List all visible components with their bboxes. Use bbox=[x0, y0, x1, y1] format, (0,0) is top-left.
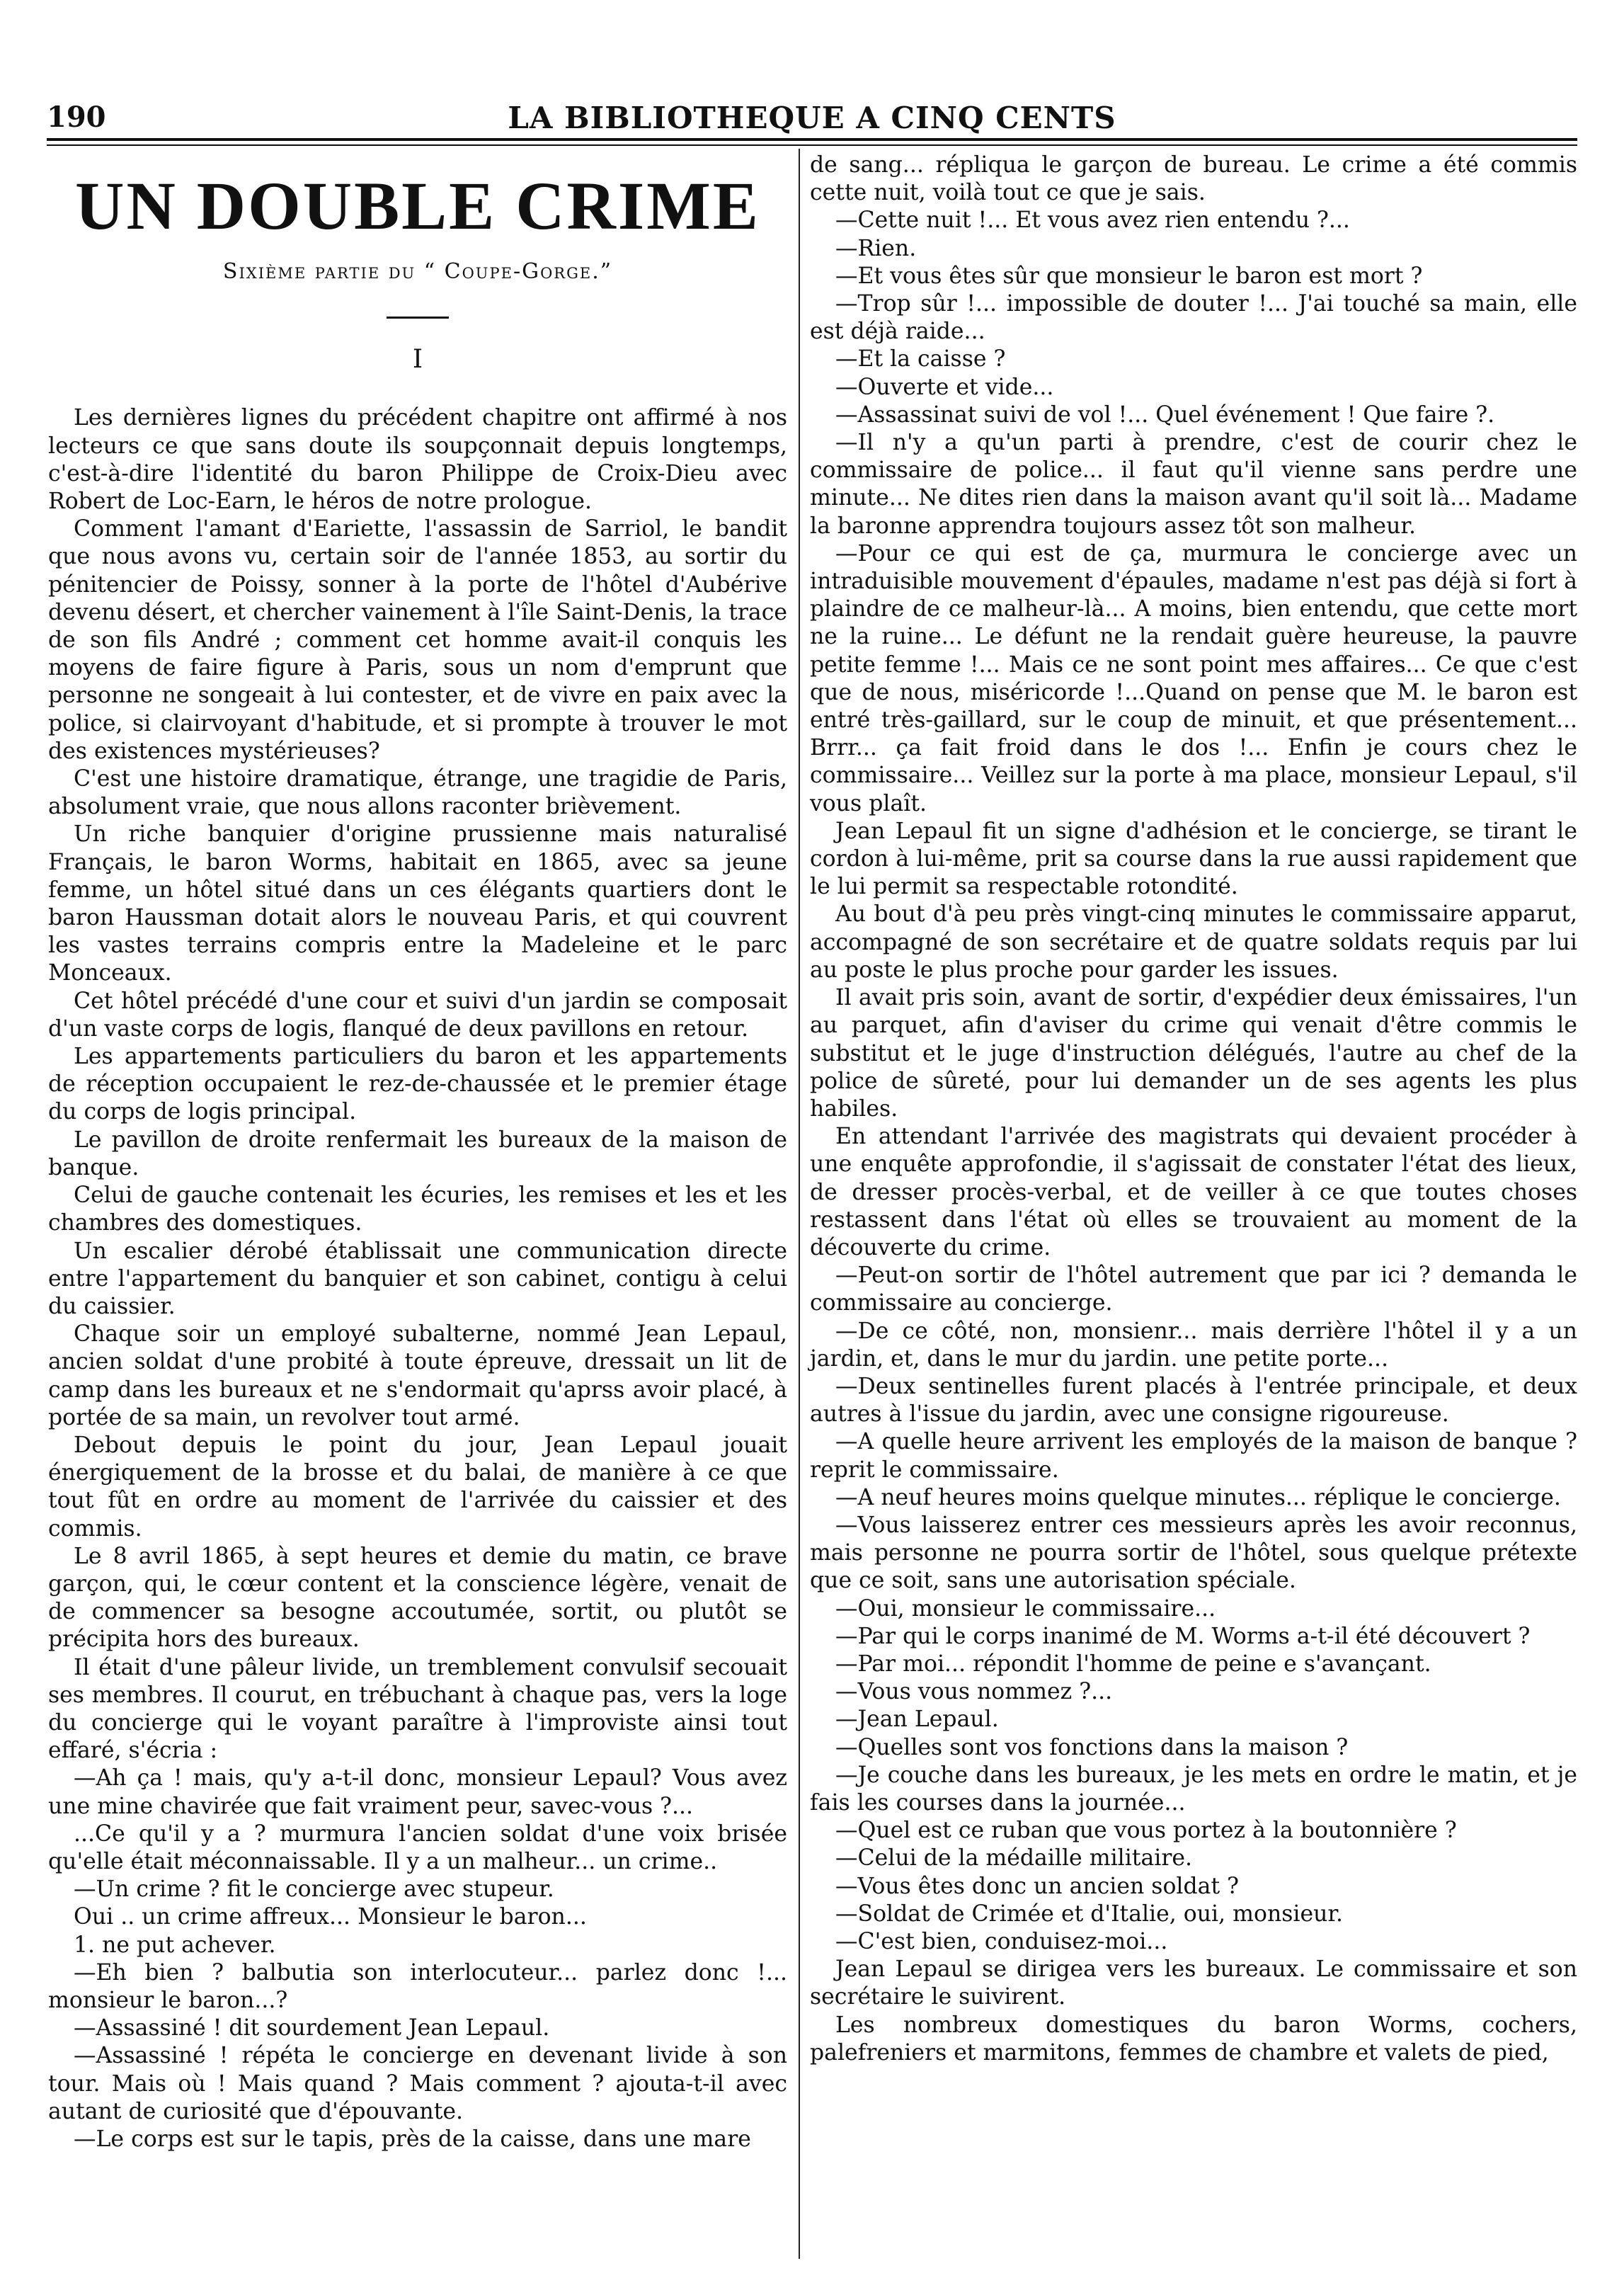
paragraph: —Vous vous nommez ?... bbox=[835, 1679, 1113, 1705]
paragraph: Comment l'amant d'Eariette, l'assassin de Sarriol, le bandit que nous avons vu, certain soir de l'année 1853, au sortir du pénitencier de Poissy, sonner à la porte de l'hôtel d'Aubérive devenu désert, et chercher vainement à l'île Saint-Denis, la trace de son fils André ; comment cet homme avait-il conquis les moyens de faire figure à Paris, sous un nom d'emprunt que personne ne songeait à lui contester, et de vivre en paix avec la police, si clairvoyant d'habitude, et si prompte à trouver le mot des existences mystérieuses? bbox=[48, 516, 787, 764]
paragraph: Il était d'une pâleur livide, un tremblement convulsif secouait ses membres. Il courut, en trébuchant à chaque pas, vers la loge du concierge qui le voyant paraître à l'improviste ainsi tout effaré, s'écria : bbox=[48, 1654, 787, 1764]
paragraph: Le pavillon de droite renfermait les bureaux de la maison de banque. bbox=[48, 1127, 787, 1180]
paragraph: C'est une histoire dramatique, étrange, une tragidie de Paris, absolument vraie, que nous allons raconter brièvement. bbox=[48, 766, 787, 820]
column-divider bbox=[799, 149, 800, 2259]
paragraph: En attendant l'arrivée des magistrats qui devaient procéder à une enquête approfondie, il s'agissait de constater l'état des lieux, de dresser procès-verbal, et de veiller à ce que toutes choses restassent dans l'état où elles se trouvaient au moment de la découverte du crime. bbox=[810, 1124, 1577, 1260]
paragraph: de sang... répliqua le garçon de bureau. Le crime a été commis cette nuit, voilà tout ce que je sais. bbox=[810, 152, 1577, 206]
paragraph: —Il n'y a qu'un parti à prendre, c'est de courir chez le commissaire de police... il faut qu'il vienne sans perdre une minute... Ne dites rien dans la maison avant qu'il soit là... Madame la baronne apprendra toujours assez tôt son malheur. bbox=[810, 430, 1577, 539]
paragraph: —Jean Lepaul. bbox=[835, 1707, 999, 1733]
paragraph: —Un crime ? fit le concierge avec stupeur. bbox=[74, 1876, 554, 1903]
header-rule-thick bbox=[47, 138, 1577, 141]
paragraph: —Cette nuit !... Et vous avez rien entendu ?... bbox=[835, 207, 1350, 234]
right-column bbox=[810, 152, 1577, 2067]
paragraph: —Et la caisse ? bbox=[835, 346, 1006, 372]
header-rule-thin bbox=[47, 144, 1577, 146]
paragraph: —Rien. bbox=[835, 235, 917, 261]
story-subtitle: Sixième partie du “ Coupe-Gorge.” bbox=[222, 259, 613, 284]
paragraph: —A neuf heures moins quelque minutes... réplique le concierge. bbox=[835, 1484, 1561, 1510]
paragraph: —A quelle heure arrivent les employés de la maison de banque ? reprit le commissaire. bbox=[810, 1429, 1577, 1483]
paragraph: Un escalier dérobé établissait une communication directe entre l'appartement du banquier et son cabinet, contigu à celui du caissier. bbox=[48, 1238, 787, 1319]
paragraph: —C'est bien, conduisez-moi... bbox=[835, 1929, 1168, 1954]
paragraph: Le 8 avril 1865, à sept heures et demie du matin, ce brave garçon, qui, le cœur content et la conscience légère, venait de de commencer sa besogne accoutumée, sortit, ou plutôt se précipita hors des bureaux. bbox=[48, 1543, 787, 1653]
paragraph: —Celui de la médaille militaire. bbox=[835, 1845, 1193, 1872]
paragraph: —Ouverte et vide... bbox=[835, 374, 1054, 400]
paragraph: Les dernières lignes du précédent chapitre ont affirmé à nos lecteurs ce que sans doute ils soupçonnait depuis longtemps, c'est-à-dire l'identité du baron Philippe de Croix-Dieu avec Robert de Loc-Earn, le héros de notre prologue. bbox=[48, 405, 787, 515]
paragraph: —Soldat de Crimée et d'Italie, oui, monsieur. bbox=[835, 1901, 1344, 1927]
paragraph: —Quelles sont vos fonctions dans la maison ? bbox=[835, 1734, 1349, 1760]
paragraph: Cet hôtel précédé d'une cour et suivi d'un jardin se composait d'un vaste corps de logis, flanqué de deux pavillons en retour. bbox=[48, 988, 787, 1042]
paragraph: —Et vous êtes sûr que monsieur le baron est mort ? bbox=[835, 263, 1423, 289]
paragraph: —Assassiné ! répéta le concierge en devenant livide à son tour. Mais où ! Mais quand ? Mais comment ? ajouta-t-il avec autant de curiosité que d'épouvante. bbox=[48, 2043, 787, 2124]
paragraph: Debout depuis le point du jour, Jean Lepaul jouait énergiquement de la brosse et du balai, de manière à ce que tout fût en ordre au moment de l'arrivée du caissier et des commis. bbox=[48, 1432, 787, 1542]
paragraph: —Je couche dans les bureaux, je les mets en ordre le matin, et je fais les courses dans la journée... bbox=[810, 1762, 1577, 1816]
title-separator bbox=[387, 317, 449, 319]
paragraph: 1. ne put achever. bbox=[74, 1932, 276, 1958]
paragraph: —Vous êtes donc un ancien soldat ? bbox=[835, 1873, 1239, 1899]
paragraph: —Peut-on sortir de l'hôtel autrement que par ici ? demanda le commissaire au concierge. bbox=[810, 1263, 1577, 1316]
paragraph: Chaque soir un employé subalterne, nommé Jean Lepaul, ancien soldat d'une probité à toute épreuve, dressait un lit de camp dans les bureaux et ne s'endormait qu'aprss avoir placé, à portée de sa main, un revolver tout armé. bbox=[48, 1321, 787, 1430]
paragraph: Celui de gauche contenait les écuries, les remises et les et les chambres des domestiques. bbox=[48, 1183, 787, 1236]
paragraph: Un riche banquier d'origine prussienne mais naturalisé Français, le baron Worms, habitait en 1865, avec sa jeune femme, un hôtel situé dans un ces élégants quartiers dont le baron Haussman dotait alors le nouveau Paris, et qui couvrent les vastes terrains compris entre la Madeleine et le parc Monceaux. bbox=[48, 821, 787, 986]
paragraph: —Eh bien ? balbutia son interlocuteur... parlez donc !... monsieur le baron...? bbox=[48, 1959, 787, 2013]
paragraph: Jean Lepaul fit un signe d'adhésion et le concierge, se tirant le cordon à lui-même, prit sa course dans la rue aussi rapidement que le lui permit sa respectable rotondité. bbox=[810, 818, 1577, 900]
paragraph: Les appartements particuliers du baron et les appartements de réception occupaient le rez-de-chaussée et le premier étage du corps de logis principal. bbox=[48, 1044, 787, 1125]
left-column-text bbox=[48, 404, 787, 2153]
paragraph: Il avait pris soin, avant de sortir, d'expédier deux émissaires, l'un au parquet, afin d'aviser du crime qui venait d'être commis le substitut et le juge d'instruction délégués, l'autre au chef de la police de sûreté, pour lui demander un de ses agents les plus habiles. bbox=[810, 985, 1577, 1122]
paragraph: —Par moi... répondit l'homme de peine e s'avançant. bbox=[835, 1651, 1431, 1677]
paragraph: —Deux sentinelles furent placés à l'entrée principale, et deux autres à l'issue du jardin, avec une consigne rigoureuse. bbox=[810, 1373, 1577, 1428]
left-column bbox=[48, 152, 787, 2153]
paragraph: —Quel est ce ruban que vous portez à la boutonnière ? bbox=[835, 1818, 1457, 1844]
chapter-number: I bbox=[412, 345, 423, 375]
paragraph: Jean Lepaul se dirigea vers les bureaux. Le commissaire et son secrétaire le suivirent. bbox=[810, 1956, 1577, 2010]
right-column-text bbox=[810, 152, 1577, 2067]
paragraph: —Pour ce qui est de ça, murmura le concierge avec un intraduisible mouvement d'épaules, madame n'est pas déjà si fort à plaindre de ce malheur-là... A moins, bien entendu, que cette mort ne la ruine... Le défunt ne la rendait guère heureuse, la pauvre petite femme !... Mais ce ne sont point mes affaires... Ce que c'est que de nous, miséricorde !...Quand on pense que M. le baron est entré très-gaillard, sur le coup de minuit, et que présentement... Brrr... ça fait froid dans le dos !... Enfin je cours chez le commissaire... Veillez sur la porte à ma place, monsieur Lepaul, s'il vous plaît. bbox=[810, 540, 1577, 816]
paragraph: —Assassinat suivi de vol !... Quel événement ! Que faire ?. bbox=[835, 401, 1495, 428]
paragraph: —Vous laisserez entrer ces messieurs après les avoir reconnus, mais personne ne pourra sortir de l'hôtel, sous quelque prétexte que ce soit, sans une autorisation spéciale. bbox=[810, 1512, 1577, 1594]
story-title: UN DOUBLE CRIME bbox=[75, 168, 760, 244]
paragraph: Oui .. un crime affreux... Monsieur le baron... bbox=[74, 1904, 587, 1930]
paragraph: —Ah ça ! mais, qu'y a-t-il donc, monsieur Lepaul? Vous avez une mine chavirée que fait vraiment peur, savec-vous ?... bbox=[48, 1765, 787, 1819]
paragraph: —De ce côté, non, monsienr... mais derrière l'hôtel il y a un jardin, et, dans le mur du jardin. une petite porte... bbox=[810, 1318, 1577, 1372]
paragraph: Au bout d'à peu près vingt-cinq minutes le commissaire apparut, accompagné de son secrétaire et de quatre soldats requis par lui au poste le plus proche pour garder les issues. bbox=[810, 901, 1577, 983]
paragraph: ...Ce qu'il y a ? murmura l'ancien soldat d'une voix brisée qu'elle était méconnaissable. Il y a un malheur... un crime.. bbox=[48, 1821, 787, 1874]
paragraph: —Le corps est sur le tapis, près de la caisse, dans une mare bbox=[74, 2126, 751, 2152]
paragraph: Les nombreux domestiques du baron Worms, cochers, palefreniers et marmitons, femmes de chambre et valets de pied, bbox=[810, 2012, 1577, 2066]
paragraph: —Assassiné ! dit sourdement Jean Lepaul. bbox=[74, 2015, 550, 2041]
paragraph: —Oui, monsieur le commissaire... bbox=[835, 1595, 1216, 1622]
paragraph: —Par qui le corps inanimé de M. Worms a-t-il été découvert ? bbox=[835, 1623, 1531, 1649]
running-title: LA BIBLIOTHEQUE A CINQ CENTS bbox=[508, 101, 1116, 135]
page-number: 190 bbox=[47, 101, 106, 134]
paragraph: —Trop sûr !... impossible de douter !... J'ai touché sa main, elle est déjà raide... bbox=[810, 291, 1577, 345]
